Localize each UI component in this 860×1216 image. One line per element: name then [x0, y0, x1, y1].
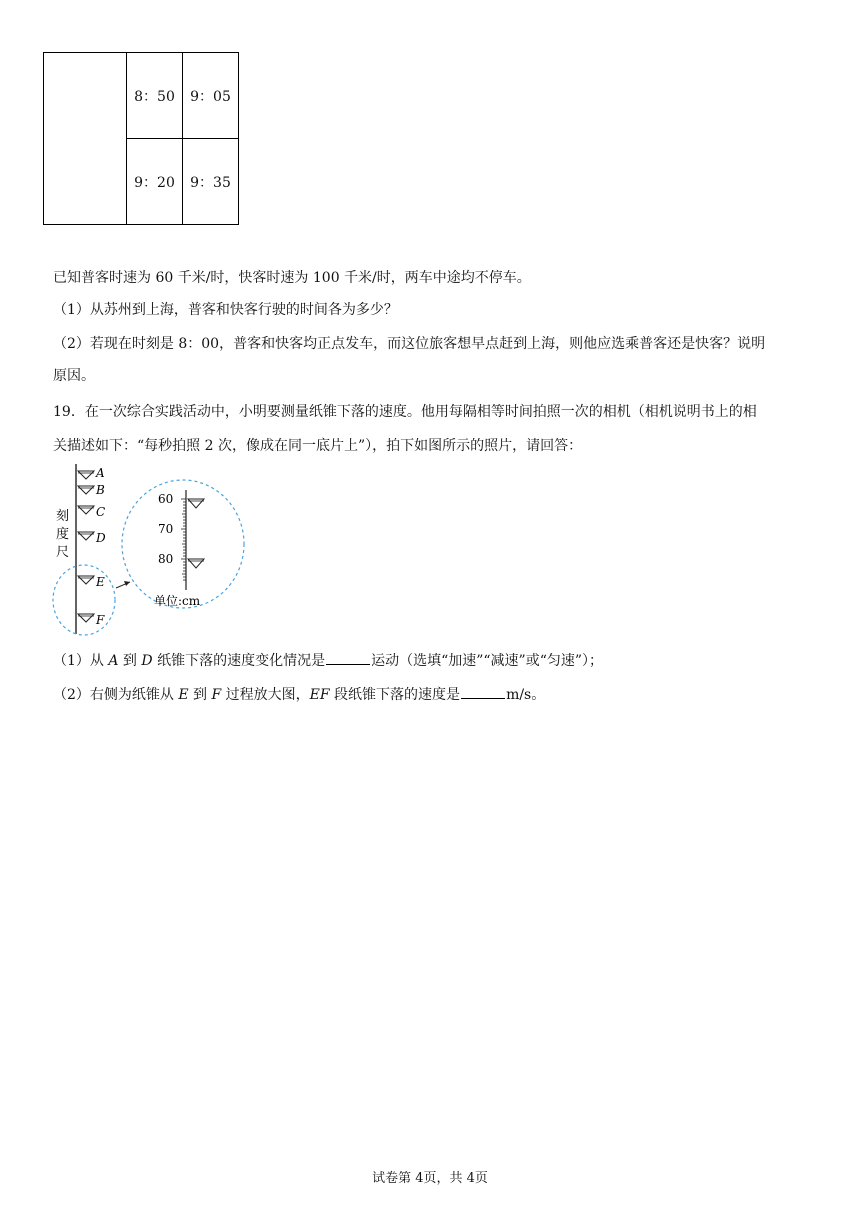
- cone-b: [78, 483, 105, 497]
- cone-label-e: E: [96, 575, 105, 589]
- q19-sub2-pre: （2）右侧为纸锥从: [53, 687, 179, 703]
- zoom-ruler-ticks: [181, 499, 186, 580]
- table-cell: 9：20: [127, 139, 183, 225]
- q19-stem-line1: 19．在一次综合实践活动中，小明要测量纸锥下落的速度。他用每隔相等时间拍照一次的相机（相机说明书上的相: [53, 404, 757, 420]
- q19-sub2: [53, 684, 545, 705]
- page-footer: 试卷第 4页，共 4页: [372, 1171, 488, 1186]
- q18-sub2-line1: （2）若现在时刻是 8：00，普客和快客均正点发车，而这位旅客想早点赶到上海，则他应选乘普客还是快客？说明: [53, 336, 766, 352]
- cone-f: [78, 613, 105, 627]
- table-cell: 8：50: [127, 53, 183, 139]
- zoom-tick-label: 60: [158, 492, 174, 506]
- cone-label-f: F: [96, 613, 105, 627]
- point-d-label: D: [141, 653, 153, 669]
- ruler-label-char: 尺: [56, 545, 70, 560]
- q18-sub2-line2: 原因。: [53, 368, 95, 384]
- ruler-label-char: 度: [56, 527, 70, 542]
- table-cell-empty: [44, 53, 127, 225]
- q19-sub1: [53, 650, 603, 671]
- ruler-label-char: 刻: [56, 509, 70, 524]
- zoom-unit-label: 单位:cm: [154, 594, 201, 608]
- point-a-label: A: [108, 653, 119, 669]
- zoom-cone-e: [188, 499, 204, 508]
- cone-label-c: C: [96, 505, 106, 519]
- q19-sub2-mid2: 过程放大图，: [221, 687, 310, 703]
- q19-sub2-tail: m/s。: [506, 687, 546, 703]
- cone-c: [78, 505, 105, 519]
- q18-known-text: 已知普客时速为 60 千米/时，快客时速为 100 千米/时，两车中途均不停车。: [53, 270, 531, 286]
- zoom-cone-f: [188, 559, 204, 568]
- q19-sub1-mid: 到: [118, 653, 142, 669]
- q19-stem-line2: 关描述如下：“每秒拍照 2 次，像成在同一底片上”），拍下如图所示的照片，请回答：: [53, 438, 583, 454]
- cone-a: [78, 466, 105, 480]
- answer-blank[interactable]: [461, 684, 505, 699]
- q19-sub1-pre: （1）从: [53, 653, 109, 669]
- cone-label-d: D: [96, 531, 106, 545]
- q19-sub2-post: 段纸锥下落的速度是: [329, 687, 461, 703]
- table-row: [44, 53, 239, 139]
- q19-sub1-post: 纸锥下落的速度变化情况是: [152, 653, 326, 669]
- table-cell: 9：35: [183, 139, 239, 225]
- cone-e: [78, 575, 105, 589]
- cone-photo-figure: [50, 462, 250, 640]
- point-f-label: F: [211, 687, 222, 703]
- schedule-table: [43, 52, 239, 225]
- q19-sub2-mid: 到: [188, 687, 212, 703]
- table-cell: 9：05: [183, 53, 239, 139]
- zoom-tick-label: 70: [158, 522, 174, 536]
- zoom-tick-label: 80: [158, 552, 174, 566]
- q18-sub1: （1）从苏州到上海，普客和快客行驶的时间各为多少？: [53, 302, 398, 318]
- cone-label-b: B: [96, 483, 105, 497]
- cone-d: [78, 531, 106, 545]
- q19-sub1-tail: 运动（选填“加速”“减速”或“匀速”）；: [371, 653, 604, 669]
- cone-label-a: A: [96, 466, 105, 480]
- arrow-head-icon: [124, 581, 130, 586]
- answer-blank[interactable]: [326, 650, 370, 665]
- point-e-label: E: [178, 687, 189, 703]
- segment-ef-label: EF: [309, 687, 330, 703]
